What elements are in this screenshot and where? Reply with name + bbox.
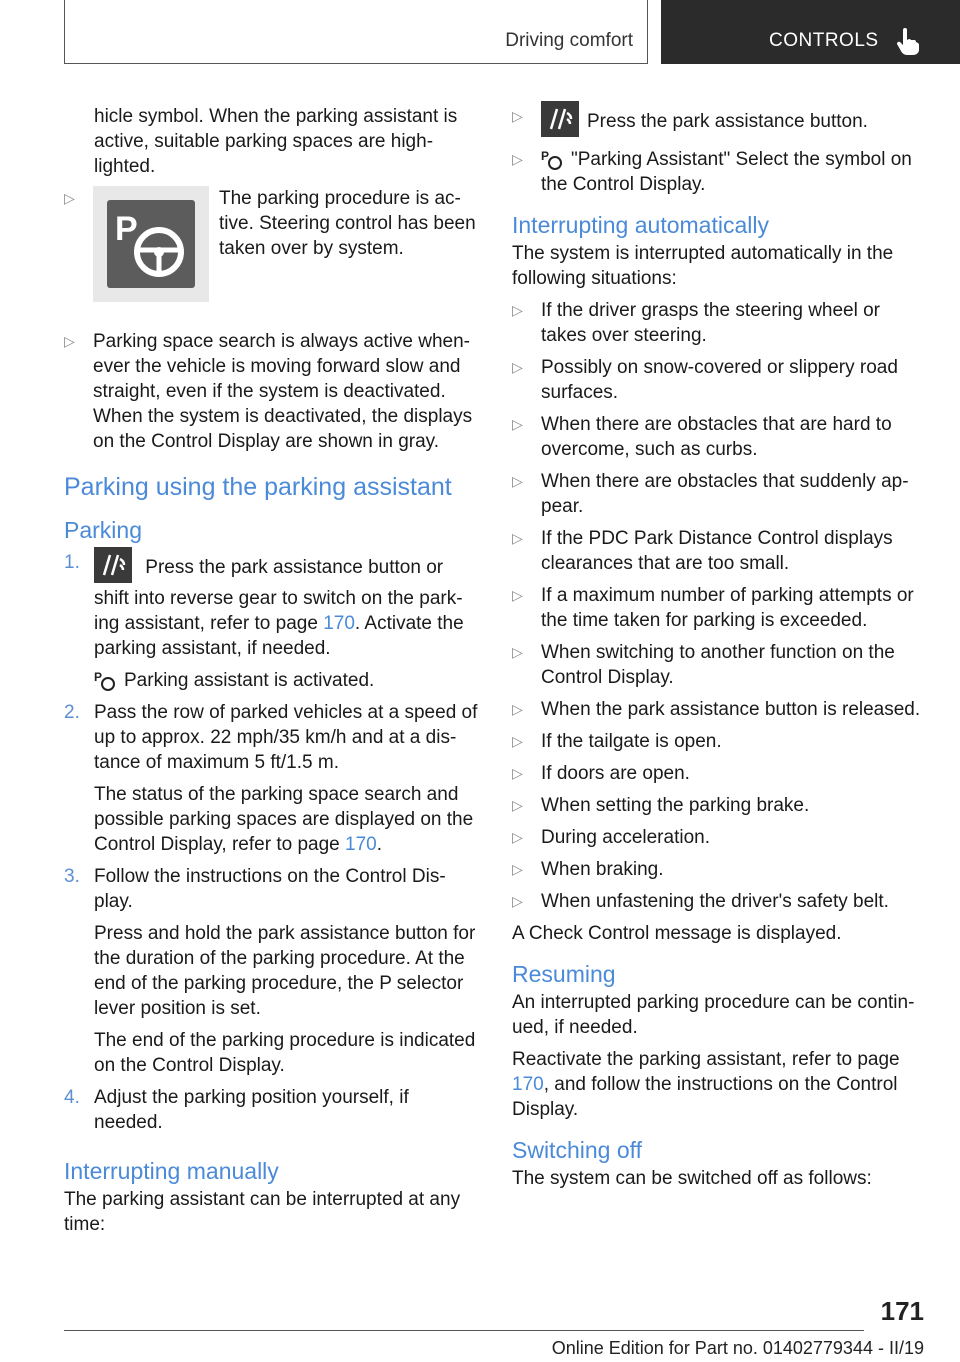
- step-3: [64, 864, 480, 914]
- list-item: ▷ When switching to another function on the Control Display.: [512, 640, 922, 690]
- resume-text-part: , and follow the instructions on the Control Display.: [512, 1074, 898, 1120]
- bullet-text: Press the park assistance button.: [587, 111, 868, 133]
- list-item: ▷ If the driver grasps the steering wheel or takes over steering.: [512, 298, 922, 348]
- park-assist-button-icon: [541, 101, 579, 137]
- list-item: [512, 147, 922, 197]
- list-item: [64, 329, 480, 454]
- resume-text-part: Reactivate the parking assistant, refer to page: [512, 1049, 900, 1070]
- step-4: [64, 1085, 480, 1135]
- auto-list: [512, 298, 922, 914]
- park-assist-button-icon: [94, 547, 132, 583]
- resume-text: An interrupted parking procedure can be contin‐ued, if needed.: [512, 992, 915, 1038]
- step-text: . Activate the parking assistant, if needed.: [94, 613, 464, 659]
- step-note: [64, 782, 480, 857]
- page-link[interactable]: 170: [345, 834, 377, 855]
- left-column: [64, 104, 480, 1244]
- bullet-text: The parking procedure is ac‐tive. Steering control has been taken over by system.: [219, 188, 476, 259]
- list-item: ▷ When there are obstacles that are hard to overcome, such as curbs.: [512, 412, 922, 462]
- subheading-off: Switching off: [512, 1137, 642, 1163]
- list-item: ▷ When setting the parking brake.: [512, 793, 922, 818]
- right-column: [512, 104, 922, 1198]
- off-text: The system can be switched off as follows:: [512, 1168, 872, 1189]
- parking-steering-icon: [107, 200, 195, 288]
- step-1: [64, 550, 480, 661]
- header-chapter-box: [661, 0, 960, 64]
- step-note: [64, 668, 480, 693]
- step-number: 2.: [64, 702, 80, 723]
- page-link[interactable]: 170: [512, 1074, 544, 1095]
- bullet-text: "Parking Assistant" Select the symbol on the Control Display.: [541, 149, 912, 195]
- auto-text: The system is interrupted automatically in the following situations:: [512, 243, 894, 289]
- header-section-box: [64, 0, 648, 64]
- check-control-text: A Check Control message is displayed.: [512, 923, 842, 944]
- list-item: ▷ If the PDC Park Distance Control displays clearances that are too small.: [512, 526, 922, 576]
- note-text: .: [376, 834, 382, 855]
- step-number: 3.: [64, 866, 80, 887]
- subheading-parking: Parking: [64, 517, 142, 543]
- step-note: The end of the parking procedure is indicated on the Control Display.: [94, 1030, 476, 1076]
- list-item: ▷ When braking.: [512, 857, 922, 882]
- list-item: ▷ If doors are open.: [512, 761, 922, 786]
- svg-text:P: P: [94, 669, 103, 684]
- subheading-resume: Resuming: [512, 961, 616, 987]
- resume-text: [512, 1047, 922, 1122]
- step-text: Follow the instructions on the Control Dis‐play.: [94, 866, 446, 912]
- touch-hand-icon: [895, 26, 921, 56]
- step-2: [64, 700, 480, 775]
- header-section: Driving comfort: [505, 30, 633, 51]
- subheading-manual: Interrupting manually: [64, 1158, 279, 1184]
- active-parking-figure: [93, 186, 209, 302]
- footer-edition: Online Edition for Part no. 01402779344 - II/19: [551, 1338, 924, 1358]
- list-item: ▷ When unfastening the driver's safety belt.: [512, 889, 922, 914]
- page-link[interactable]: 170: [323, 613, 355, 634]
- list-item: ▷ If the tailgate is open.: [512, 729, 922, 754]
- section-heading: Parking using the parking assistant: [64, 473, 452, 501]
- list-item: ▷ If a maximum number of parking attempts or the time taken for parking is exceeded.: [512, 583, 922, 633]
- step-text: Pass the row of parked vehicles at a speed of up to approx. 22 mph/35 km/h and at a dis‐tance of maximum 5 ft/1.5 m.: [94, 702, 478, 773]
- step-text: Adjust the parking position yourself, if needed.: [94, 1087, 409, 1133]
- step-number: 4.: [64, 1087, 80, 1108]
- step-number: 1.: [64, 552, 80, 573]
- svg-text:P: ▷ P: [541, 148, 550, 163]
- step-text: Press the park assistance button or shift into reverse gear to switch on the park‐ing assistant, refer to page: [94, 557, 463, 634]
- list-item: ▷ When the park assistance button is released.: [512, 697, 922, 722]
- note-text: The status of the parking space search and possible parking spaces are displayed on the Control Display, refer to page: [94, 784, 474, 855]
- note-text: Parking assistant is activated.: [124, 670, 375, 691]
- bullet-text: Parking space search is always active when‐ever the vehicle is moving forward slow and straight, even if the system is deactivated. When the system is deactivated, the displays on the Control Display are shown in gray.: [93, 331, 473, 452]
- list-item: ▷ When there are obstacles that suddenly ap‐pear.: [512, 469, 922, 519]
- list-item: [512, 104, 922, 140]
- parking-assistant-icon: [541, 149, 563, 171]
- manual-text: The parking assistant can be interrupted at any time:: [64, 1189, 461, 1235]
- header-chapter: CONTROLS: [769, 30, 879, 51]
- subheading-auto: Interrupting automatically: [512, 212, 769, 238]
- list-item: ▷ During acceleration.: [512, 825, 922, 850]
- intro-text: hicle symbol. When the parking assistant is active, suitable parking spaces are high‐lighted.: [94, 106, 458, 177]
- footer-divider: [64, 1330, 864, 1331]
- parking-assistant-icon: [94, 670, 116, 692]
- svg-text:P: ▷ P: [115, 210, 138, 248]
- list-item: [64, 186, 480, 322]
- page-number: 171: [880, 1296, 924, 1326]
- list-item: ▷ Possibly on snow-covered or slippery road surfaces.: [512, 355, 922, 405]
- step-note: Press and hold the park assistance button for the duration of the parking procedure. At the end of the parking procedure, the P selector lever position is set.: [94, 923, 476, 1019]
